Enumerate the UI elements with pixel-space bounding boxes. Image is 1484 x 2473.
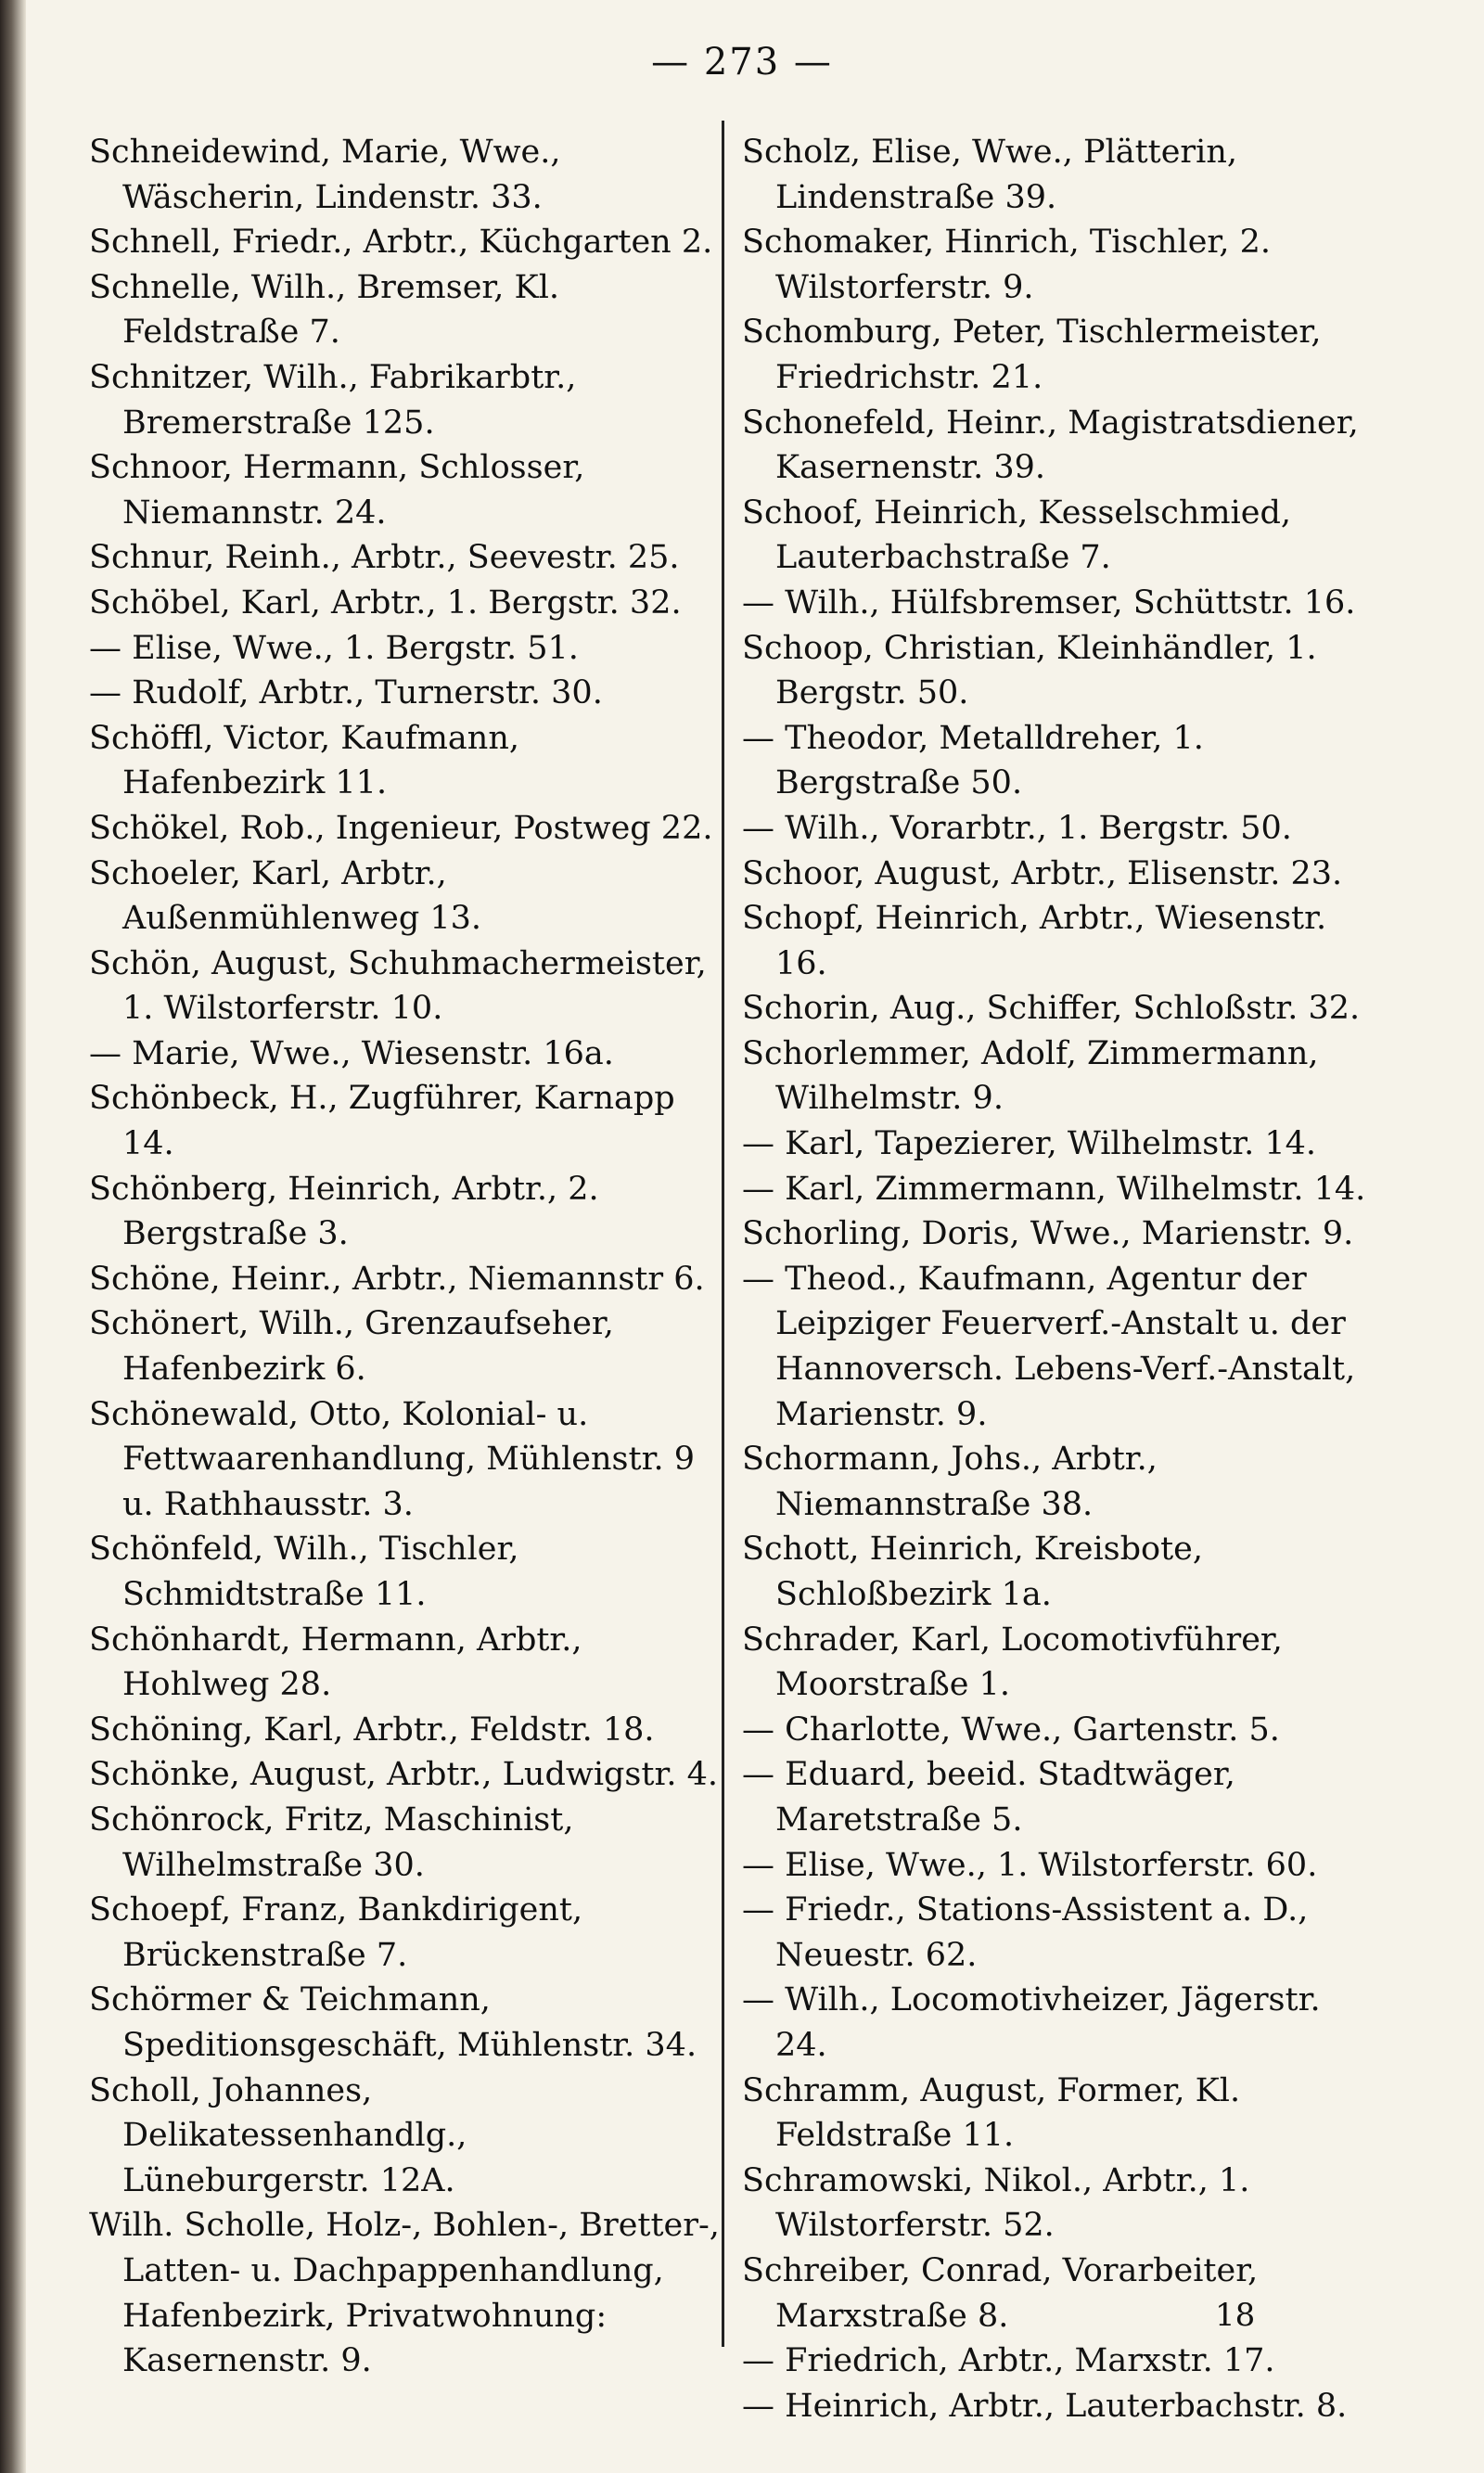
- directory-entry: Schramowski, Nikol., Arbtr., 1. Wilstorferstr. 52.: [742, 2161, 1250, 2245]
- directory-entry: Schönberg, Heinrich, Arbtr., 2. Bergstraße 3.: [89, 1170, 599, 1253]
- directory-entry: — Wilh., Locomotivheizer, Jägerstr. 24.: [742, 1981, 1321, 2064]
- directory-entry: — Friedrich, Arbtr., Marxstr. 17.: [742, 2342, 1275, 2380]
- directory-entry: Schnitzer, Wilh., Fabrikarbtr., Bremerstraße 125.: [89, 358, 577, 442]
- directory-entry: — Heinrich, Arbtr., Lauterbachstr. 8.: [742, 2387, 1348, 2425]
- directory-entry: Schott, Heinrich, Kreisbote, Schloßbezirk 1a.: [742, 1531, 1203, 1613]
- directory-entry: — Charlotte, Wwe., Gartenstr. 5.: [742, 1711, 1280, 1749]
- directory-entry: Schöffl, Victor, Kaufmann, Hafenbezirk 11.: [89, 719, 520, 802]
- directory-entry: Schönfeld, Wilh., Tischler, Schmidtstraße 11.: [89, 1531, 519, 1613]
- directory-entry: Schökel, Rob., Ingenieur, Postweg 22.: [89, 809, 713, 847]
- directory-entry: Schomburg, Peter, Tischlermeister, Friedrichstr. 21.: [742, 314, 1322, 396]
- directory-entry: — Rudolf, Arbtr., Turnerstr. 30.: [89, 674, 603, 712]
- directory-entry: Schnoor, Hermann, Schlosser, Niemannstr. 24.: [89, 449, 585, 532]
- directory-entry: Schopf, Heinrich, Arbtr., Wiesenstr. 16.: [742, 900, 1327, 982]
- directory-entry: Schön, August, Schuhmachermeister, 1. Wilstorferstr. 10.: [89, 944, 707, 1028]
- directory-entry: Schoop, Christian, Kleinhändler, 1. Bergstr. 50.: [742, 629, 1317, 712]
- page-gutter-shadow: [0, 0, 26, 2473]
- directory-entry: — Eduard, beeid. Stadtwäger, Maretstraße 5.: [742, 1756, 1235, 1839]
- directory-entry: Schnelle, Wilh., Bremser, Kl. Feldstraße 7.: [89, 268, 560, 352]
- directory-entry: Schoepf, Franz, Bankdirigent, Brückenstraße 7.: [89, 1891, 583, 1974]
- directory-entry: Wilh. Scholle, Holz-, Bohlen-, Bretter-, Latten- u. Dachpappenhandlung, Hafenbezirk, Privatwohnung: Kasernenstr. 9.: [89, 2207, 720, 2380]
- directory-entry: Schneidewind, Marie, Wwe., Wäscherin, Lindenstr. 33.: [89, 134, 561, 216]
- directory-entry: — Karl, Zimmermann, Wilhelmstr. 14.: [742, 1170, 1366, 1208]
- directory-entry: Schönhardt, Hermann, Arbtr., Hohlweg 28.: [89, 1621, 582, 1704]
- signature-mark: 18: [1215, 2297, 1256, 2334]
- page-number: — 273 —: [651, 41, 833, 83]
- directory-entry: — Karl, Tapezierer, Wilhelmstr. 14.: [742, 1125, 1317, 1163]
- directory-entry: Schramm, August, Former, Kl. Feldstraße 11.: [742, 2071, 1241, 2155]
- directory-entry: Schönbeck, H., Zugführer, Karnapp 14.: [89, 1080, 675, 1163]
- directory-entry: Schonefeld, Heinr., Magistratsdiener, Kasernenstr. 39.: [742, 404, 1359, 487]
- directory-entry: Schormann, Johs., Arbtr., Niemannstraße 38.: [742, 1441, 1158, 1523]
- directory-entry: Scholz, Elise, Wwe., Plätterin, Lindenstraße 39.: [742, 134, 1238, 216]
- directory-entry: Schöne, Heinr., Arbtr., Niemannstr 6.: [89, 1260, 705, 1298]
- directory-entry: Schöning, Karl, Arbtr., Feldstr. 18.: [89, 1711, 655, 1749]
- directory-entry: Schorling, Doris, Wwe., Marienstr. 9.: [742, 1215, 1354, 1253]
- directory-entry: Schönrock, Fritz, Maschinist, Wilhelmstraße 30.: [89, 1800, 574, 1884]
- directory-entry: Schönert, Wilh., Grenzaufseher, Hafenbezirk 6.: [89, 1305, 614, 1389]
- directory-entry: — Elise, Wwe., 1. Wilstorferstr. 60.: [742, 1846, 1318, 1884]
- directory-entry: Schrader, Karl, Locomotivführer, Moorstraße 1.: [742, 1621, 1283, 1704]
- directory-entry: Schoeler, Karl, Arbtr., Außenmühlenweg 13.: [89, 854, 482, 938]
- directory-entry: Scholl, Johannes, Delikatessenhandlg., Lüneburgerstr. 12A.: [89, 2071, 467, 2199]
- directory-entry: Schönke, August, Arbtr., Ludwigstr. 4.: [89, 1756, 718, 1794]
- directory-entry: Schnur, Reinh., Arbtr., Seevestr. 25.: [89, 539, 680, 577]
- directory-entry: Schönewald, Otto, Kolonial- u. Fettwaarenhandlung, Mühlenstr. 9 u. Rathhausstr. 3.: [89, 1395, 695, 1523]
- directory-entry: Schöbel, Karl, Arbtr., 1. Bergstr. 32.: [89, 583, 682, 621]
- directory-entry: — Friedr., Stations-Assistent a. D., Neuestr. 62.: [742, 1891, 1309, 1974]
- directory-entry: — Marie, Wwe., Wiesenstr. 16a.: [89, 1034, 614, 1072]
- left-column: [89, 130, 720, 2384]
- directory-entry: Schreiber, Conrad, Vorarbeiter, Marxstraße 8.: [742, 2251, 1259, 2335]
- directory-entry: — Wilh., Hülfsbremser, Schüttstr. 16.: [742, 583, 1356, 621]
- directory-entry: — Theodor, Metalldreher, 1. Bergstraße 50.: [742, 719, 1204, 802]
- directory-entry: Schorin, Aug., Schiffer, Schloßstr. 32.: [742, 990, 1361, 1028]
- directory-entry: Schörmer & Teichmann, Speditionsgeschäft, Mühlenstr. 34.: [89, 1981, 697, 2064]
- directory-entry: Schoor, August, Arbtr., Elisenstr. 23.: [742, 854, 1343, 892]
- directory-entry: Schoof, Heinrich, Kesselschmied, Lauterbachstraße 7.: [742, 493, 1291, 577]
- right-column: [742, 130, 1382, 2428]
- directory-entry: Schorlemmer, Adolf, Zimmermann, Wilhelmstr. 9.: [742, 1034, 1319, 1118]
- directory-entry: — Theod., Kaufmann, Agentur der Leipziger Feuerverf.-Anstalt u. der Hannoversch. Lebens-Verf.-Anstalt, Marienstr. 9.: [742, 1260, 1356, 1433]
- column-divider: [722, 121, 724, 2347]
- directory-entry: Schnell, Friedr., Arbtr., Küchgarten 2.: [89, 224, 713, 262]
- directory-entry: — Wilh., Vorarbtr., 1. Bergstr. 50.: [742, 809, 1292, 847]
- directory-entry: — Elise, Wwe., 1. Bergstr. 51.: [89, 629, 579, 667]
- directory-entry: Schomaker, Hinrich, Tischler, 2. Wilstorferstr. 9.: [742, 224, 1271, 306]
